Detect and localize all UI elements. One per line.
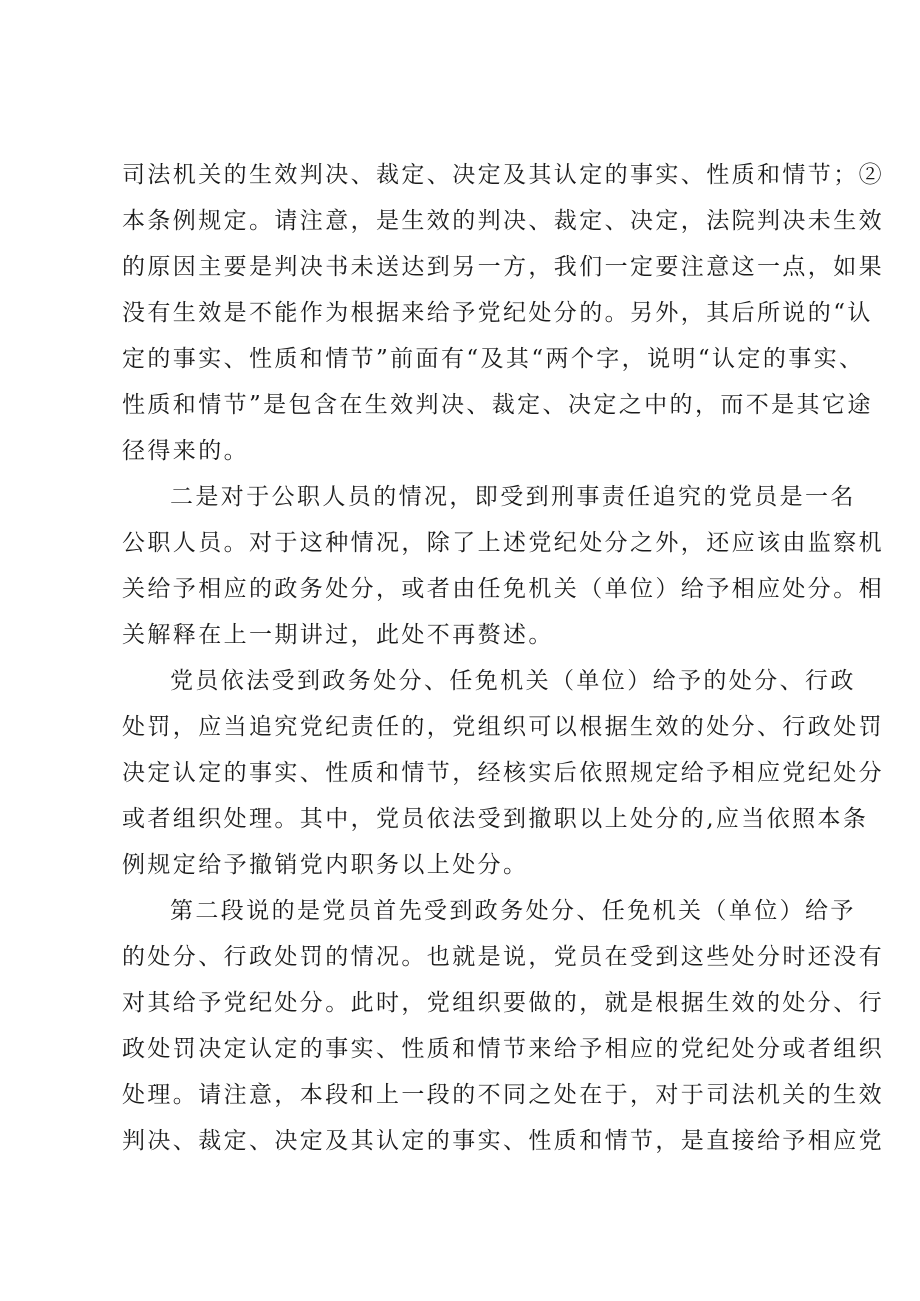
text-line: 性质和情节”是包含在生效判决、裁定、决定之中的，而不是其它途: [122, 392, 873, 418]
text-line: 政处罚决定认定的事实、性质和情节来给予相应的党纪处分或者组织: [122, 1036, 884, 1062]
body-text: [122, 152, 884, 1164]
paragraph-start-line: 第二段说的是党员首先受到政务处分、任免机关（单位）给予: [170, 898, 856, 924]
text-line: 关给予相应的政务处分，或者由任免机关（单位）给予相应处分。相: [122, 576, 884, 602]
text-line: 的处分、行政处罚的情况。也就是说，党员在受到这些处分时还没有: [122, 944, 884, 970]
text-line: 的原因主要是判决书未送达到另一方，我们一定要注意这一点，如果: [122, 254, 884, 280]
text-line: 本条例规定。请注意，是生效的判决、裁定、决定，法院判决未生效: [122, 208, 884, 234]
text-line: 径得来的。: [122, 438, 249, 464]
text-line: 例规定给予撤销党内职务以上处分。: [122, 852, 529, 878]
text-line: 关解释在上一期讲过，此处不再赘述。: [122, 622, 554, 648]
text-line: 司法机关的生效判决、裁定、决定及其认定的事实、性质和情节；②: [122, 162, 884, 188]
text-line: 没有生效是不能作为根据来给予党纪处分的。另外，其后所说的“认: [122, 300, 873, 326]
text-line: 公职人员。对于这种情况，除了上述党纪处分之外，还应该由监察机: [122, 530, 884, 556]
text-line: 对其给予党纪处分。此时，党组织要做的，就是根据生效的处分、行: [122, 990, 884, 1016]
paragraph-start-line: 党员依法受到政务处分、任免机关（单位）给予的处分、行政: [170, 668, 856, 694]
text-line: 处理。请注意，本段和上一段的不同之处在于，对于司法机关的生效: [122, 1082, 884, 1108]
text-line: 或者组织处理。其中，党员依法受到撤职以上处分的,应当依照本条: [122, 806, 869, 832]
text-line: 定的事实、性质和情节”前面有“及其“两个字，说明“认定的事实、: [122, 346, 865, 372]
paragraph-start-line: 二是对于公职人员的情况，即受到刑事责任追究的党员是一名: [170, 484, 856, 510]
text-line: 决定认定的事实、性质和情节，经核实后依照规定给予相应党纪处分: [122, 760, 884, 786]
text-line: 处罚，应当追究党纪责任的，党组织可以根据生效的处分、行政处罚: [122, 714, 884, 740]
text-line: 判决、裁定、决定及其认定的事实、性质和情节，是直接给予相应党: [122, 1128, 884, 1154]
